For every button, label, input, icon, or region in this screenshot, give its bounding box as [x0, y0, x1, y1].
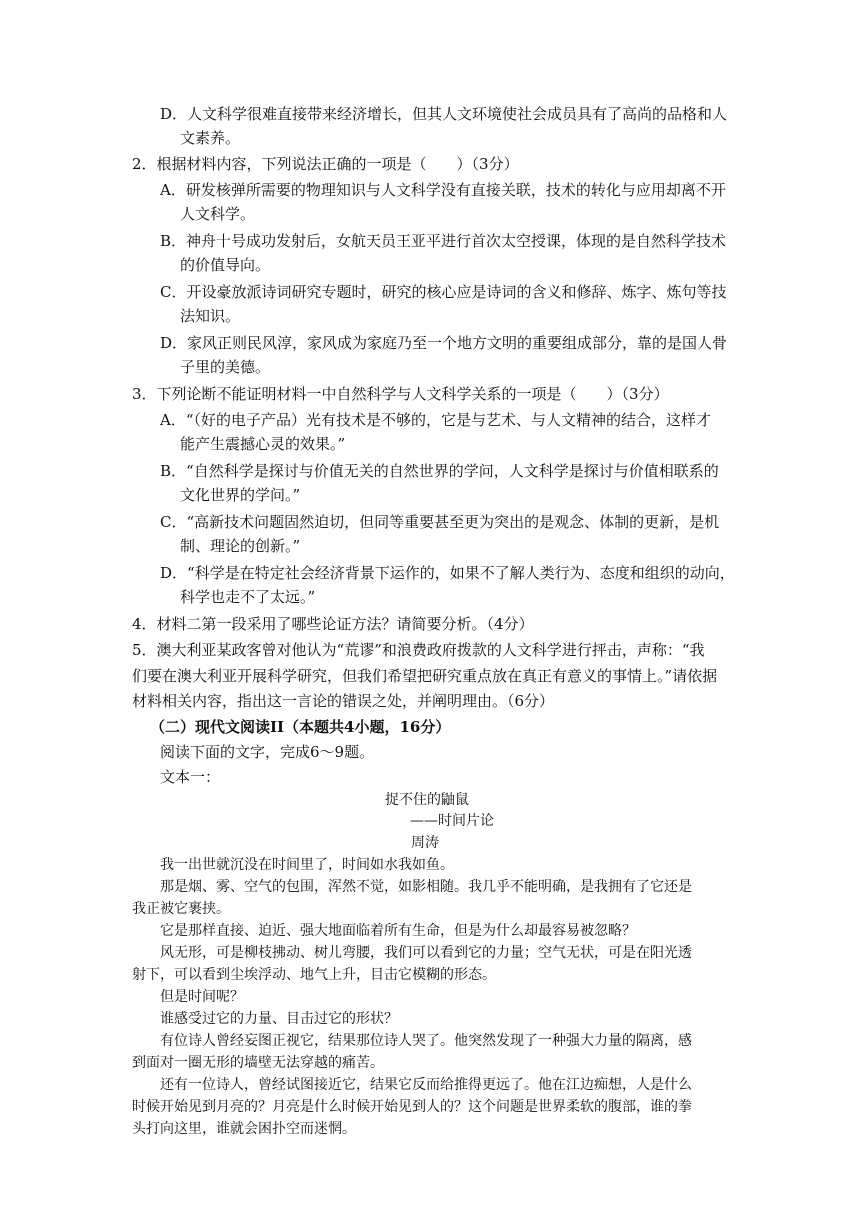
option-d-q1: D．人文科学很难直接带来经济增长，但其人文环境使社会成员具有了高尚的品格和人	[160, 105, 728, 123]
article-paragraph: 有位诗人曾经妄图正视它，结果那位诗人哭了。他突然发现了一种强大力量的隔离，感	[160, 1033, 692, 1049]
article-paragraph: 还有一位诗人，曾经试图接近它，结果它反而给推得更远了。他在江边痴想，人是什么	[160, 1077, 692, 1093]
question-5-cont-2: 材料相关内容，指出这一言论的错误之处，并阐明理由。（6分）	[132, 692, 555, 710]
question-3: 3．下列论断不能证明材料一中自然科学与人文科学关系的一项是（ ）（3分）	[132, 385, 669, 403]
article-paragraph: 谁感受过它的力量、目击过它的形状？	[160, 1011, 398, 1027]
article-paragraph-cont: 射下，可以看到尘埃浮动、地气上升，目击它模糊的形态。	[132, 967, 496, 983]
option-d-q3-cont: 科学也走不了太远。”	[180, 588, 316, 606]
question-2: 2．根据材料内容，下列说法正确的一项是（ ）（3分）	[132, 155, 519, 173]
option-a-q2: A．研发核弹所需要的物理知识与人文科学没有直接关联，技术的转化与应用却离不开	[160, 181, 726, 199]
option-b-q3: B．“自然科学是探讨与价值无关的自然世界的学问，人文科学是探讨与价值相联系的	[160, 462, 719, 480]
option-c-q2: C．开设豪放派诗词研究专题时，研究的核心应是诗词的含义和修辞、炼字、炼句等技	[160, 283, 727, 301]
option-b-q3-cont: 文化世界的学问。”	[180, 486, 301, 504]
question-4: 4．材料二第一段采用了哪些论证方法？请简要分析。（4分）	[132, 615, 534, 633]
question-5: 5．澳大利亚某政客曾对他认为“荒谬”和浪费政府拨款的人文科学进行抨击，声称：“我	[132, 641, 705, 659]
article-paragraph: 它是那样直接、迫近、强大地面临着所有生命，但是为什么却最容易被忽略？	[160, 923, 636, 939]
option-d-q3: D．“科学是在特定社会经济背景下运作的，如果不了解人类行为、态度和组织的动向，	[160, 564, 735, 582]
text-one-label: 文本一：	[160, 768, 221, 786]
article-paragraph: 风无形，可是柳枝拂动、树儿弯腰，我们可以看到它的力量；空气无状，可是在阳光透	[160, 945, 692, 961]
article-paragraph: 那是烟、雾、空气的包围，浑然不觉，如影相随。我几乎不能明确，是我拥有了它还是	[160, 879, 692, 895]
question-5-cont-1: 们要在澳大利亚开展科学研究，但我们希望把研究重点放在真正有意义的事情上。”请依据	[132, 667, 718, 685]
article-paragraph: 我一出世就沉没在时间里了，时间如水我如鱼。	[160, 857, 454, 873]
option-b-q2-cont: 的价值导向。	[180, 256, 271, 274]
option-d-q2-cont: 子里的美德。	[180, 358, 271, 376]
option-d-q1-cont: 文素养。	[180, 129, 241, 147]
option-c-q3: C．“高新技术问题固然迫切，但同等重要甚至更为突出的是观念、体制的更新，是机	[160, 513, 720, 531]
article-paragraph-cont: 头打向这里，谁就会困扑空而迷惘。	[132, 1121, 356, 1137]
option-b-q2: B．神舟十号成功发射后，女航天员王亚平进行首次太空授课，体现的是自然科学技术	[160, 232, 727, 250]
article-paragraph: 但是时间呢？	[160, 989, 244, 1005]
article-subtitle: ——时间片论	[410, 813, 494, 829]
option-a-q3: A．“（好的电子产品）光有技术是不够的，它是与艺术、与人文精神的结合，这样才	[160, 411, 712, 429]
reading-instruction: 阅读下面的文字，完成6～9题。	[160, 743, 375, 761]
article-paragraph-cont: 我正被它裹挟。	[132, 901, 230, 917]
option-c-q2-cont: 法知识。	[180, 307, 241, 325]
option-a-q2-cont: 人文科学。	[180, 205, 256, 223]
option-a-q3-cont: 能产生震撼心灵的效果。”	[180, 435, 346, 453]
article-paragraph-cont: 时候开始见到月亮的？月亮是什么时候开始见到人的？这个问题是世界柔软的腹部，谁的拳	[132, 1099, 692, 1115]
article-author: 周涛	[411, 835, 439, 851]
article-title: 捉不住的鼬鼠	[385, 792, 469, 808]
option-d-q2: D．家风正则民风淳，家风成为家庭乃至一个地方文明的重要组成部分，靠的是国人骨	[160, 334, 728, 352]
section-heading: （二）现代文阅读II（本题共4小题，16分）	[150, 718, 451, 736]
article-paragraph-cont: 到面对一圈无形的墙壁无法穿越的痛苦。	[132, 1055, 384, 1071]
option-c-q3-cont: 制、理论的创新。”	[180, 537, 301, 555]
